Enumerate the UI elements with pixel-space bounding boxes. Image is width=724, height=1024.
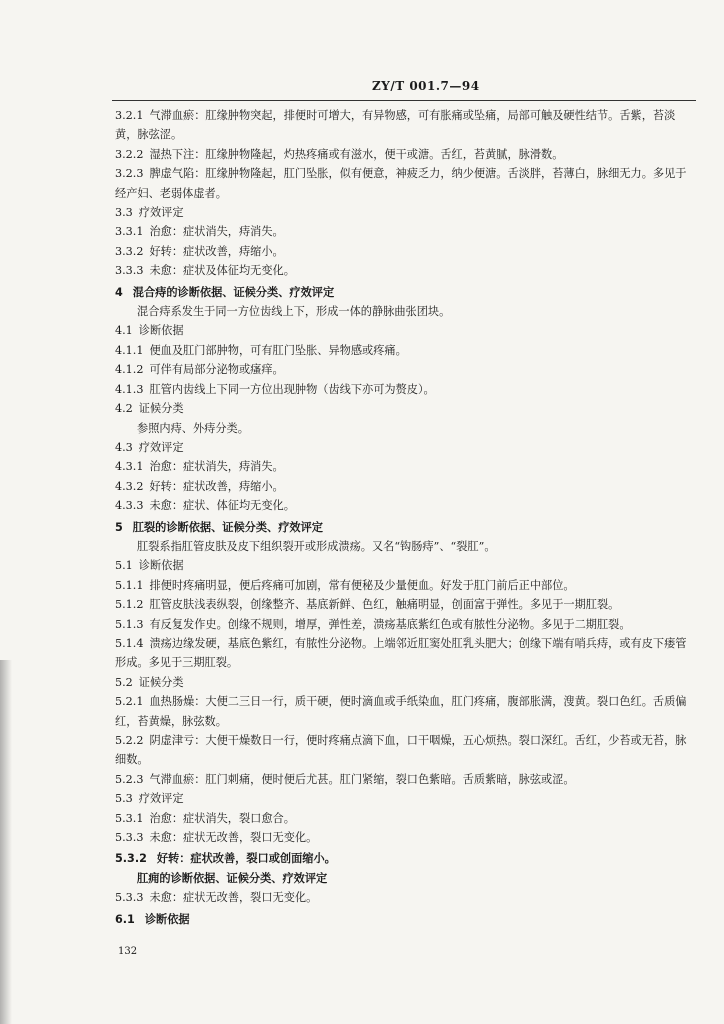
clause-number: 5.3.3 <box>115 831 144 845</box>
clause-text: 气滞血瘀：肛门刺痛，便时便后尤甚。肛门紧缩，裂口色紫暗。舌质紫暗，脉弦或涩。 <box>149 772 575 786</box>
paragraph <box>115 457 695 476</box>
clause-number: 5.1.3 <box>115 617 144 631</box>
clause-text: 疗效评定 <box>138 206 184 220</box>
section-heading <box>115 849 695 868</box>
paragraph <box>115 222 695 241</box>
paragraph <box>115 380 695 399</box>
clause-text: 排便时疼痛明显，便后疼痛可加剧，常有便秘及少量便血。好发于肛门前后正中部位。 <box>149 578 575 592</box>
clause-number: 5.2.2 <box>115 734 144 747</box>
paragraph <box>115 203 695 222</box>
clause-number: 4.3.1 <box>115 460 144 474</box>
page-number: 132 <box>118 946 138 957</box>
paragraph <box>115 809 695 828</box>
clause-number: 4.3.3 <box>115 499 144 513</box>
paragraph <box>115 556 695 575</box>
clause-text: 血热肠燥：大便二三日一行，质干硬，便时滴血或手纸染血，肛门疼痛，腹部胀满，溲黄。裂口色红。舌质偏红，苔黄燥，脉弦数。 <box>115 695 687 728</box>
clause-text: 好转：症状改善，痔缩小。 <box>149 244 284 258</box>
clause-text: 疗效评定 <box>138 440 184 454</box>
clause-text: 疗效评定 <box>138 792 184 806</box>
clause-number: 5.3.3 <box>115 891 144 905</box>
section-heading <box>115 518 695 537</box>
clause-number: 4.2 <box>115 402 133 416</box>
clause-text: 肛管内齿线上下同一方位出现肿物（齿线下亦可为赘皮）。 <box>149 382 435 396</box>
paragraph <box>115 888 695 907</box>
intro-paragraph: 参照内痔、外痔分类。 <box>137 421 249 435</box>
section-number: 4 <box>115 285 123 299</box>
paragraph <box>115 673 695 692</box>
clause-number: 5.1.2 <box>115 598 144 612</box>
clause-text: 未愈：症状无改善，裂口无变化。 <box>149 891 318 905</box>
clause-text: 肛管皮肤浅表纵裂，创缘整齐、基底新鲜、色红，触痛明显，创面富于弹性。多见于一期肛裂。 <box>149 598 620 612</box>
page-header-code: ZY/T 001.7—94 <box>372 79 480 93</box>
clause-text: 溃疡边缘发硬，基底色紫红，有脓性分泌物。上端邻近肛窦处肛乳头肥大；创缘下端有哨兵痔，或有皮下瘘管形成。多见于三期肛裂。 <box>115 636 687 670</box>
paragraph <box>115 106 695 145</box>
scan-binding-shadow <box>0 660 12 1024</box>
clause-text: 诊断依据 <box>138 559 184 573</box>
clause-number: 3.2.1 <box>115 109 144 122</box>
clause-text: 可伴有局部分泌物或瘙痒。 <box>149 363 284 377</box>
document-body <box>115 106 695 929</box>
clause-text: 未愈：症状及体征均无变化。 <box>149 264 295 278</box>
header-rule <box>112 100 696 101</box>
clause-text: 气滞血瘀：肛缘肿物突起，排便时可增大，有异物感，可有胀痛或坠痛，局部可触及硬性结节。舌紫，苔淡黄，脉弦涩。 <box>115 109 676 142</box>
clause-text: 治愈：症状消失，痔消失。 <box>149 225 284 239</box>
section-title: 肛裂的诊断依据、证候分类、疗效评定 <box>132 520 323 534</box>
paragraph <box>115 634 695 673</box>
clause-text: 证候分类 <box>138 675 184 689</box>
paragraph <box>115 576 695 595</box>
clause-text: 好转：症状改善，痔缩小。 <box>149 479 284 493</box>
clause-number: 5.2.1 <box>115 695 144 709</box>
clause-text: 湿热下注：肛缘肿物隆起，灼热疼痛或有滋水，便干或溏。舌红，苔黄腻，脉滑数。 <box>149 147 564 161</box>
subsection-heading <box>115 910 695 929</box>
paragraph <box>115 341 695 360</box>
paragraph <box>115 399 695 418</box>
clause-number: 3.3.1 <box>115 225 144 239</box>
paragraph <box>115 789 695 808</box>
clause-text: 证候分类 <box>138 402 184 416</box>
section-number: 5.3.2 <box>115 852 147 866</box>
paragraph <box>115 145 695 164</box>
clause-number: 5.2 <box>115 675 133 689</box>
clause-number: 4.3 <box>115 440 133 454</box>
clause-number: 4.1.2 <box>115 363 144 377</box>
clause-number: 5.1.1 <box>115 578 144 592</box>
clause-text: 未愈：症状无改善，裂口无变化。 <box>149 831 318 845</box>
paragraph <box>115 242 695 261</box>
paragraph <box>115 261 695 280</box>
section-title: 混合痔的诊断依据、证候分类、疗效评定 <box>132 285 335 299</box>
clause-number: 3.2.2 <box>115 147 144 161</box>
clause-number: 4.1.3 <box>115 382 144 396</box>
paragraph <box>115 477 695 496</box>
intro-paragraph: 肛痈的诊断依据、证候分类、疗效评定 <box>137 870 328 885</box>
paragraph <box>115 615 695 634</box>
clause-number: 4.1.1 <box>115 343 144 357</box>
paragraph <box>115 321 695 340</box>
clause-text: 未愈：症状、体征均无变化。 <box>149 499 295 513</box>
clause-number: 3.2.3 <box>115 167 144 181</box>
paragraph <box>115 496 695 515</box>
clause-text: 治愈：症状消失，裂口愈合。 <box>149 811 295 825</box>
clause-number: 3.3 <box>115 206 133 220</box>
clause-number: 5.2.3 <box>115 772 144 786</box>
section-title: 好转：症状改善，裂口或创面缩小。 <box>156 852 336 866</box>
paragraph <box>115 731 695 770</box>
clause-text: 便血及肛门部肿物，可有肛门坠胀、异物感或疼痛。 <box>149 343 407 357</box>
section-title: 诊断依据 <box>144 912 190 926</box>
clause-number: 4.1 <box>115 324 133 338</box>
clause-number: 3.3.2 <box>115 244 144 258</box>
clause-number: 5.1 <box>115 559 133 573</box>
clause-text: 有反复发作史。创缘不规则，增厚，弹性差，溃疡基底紫红色或有脓性分泌物。多见于二期肛裂。 <box>149 617 631 631</box>
clause-number: 5.3 <box>115 792 133 806</box>
clause-text: 阴虚津亏：大便干燥数日一行，便时疼痛点滴下血，口干咽燥，五心烦热。裂口深红。舌红，少苔或无苔，脉细数。 <box>115 734 687 767</box>
clause-number: 5.1.4 <box>115 636 144 650</box>
clause-number: 4.3.2 <box>115 479 144 493</box>
section-number: 6.1 <box>115 912 135 926</box>
section-number: 5 <box>115 520 123 534</box>
clause-number: 3.3.3 <box>115 264 144 278</box>
paragraph <box>115 692 695 731</box>
clause-text: 脾虚气陷：肛缘肿物隆起，肛门坠胀，似有便意，神疲乏力，纳少便溏。舌淡胖，苔薄白，脉细无力。多见于经产妇、老弱体虚者。 <box>115 167 687 200</box>
clause-text: 治愈：症状消失，痔消失。 <box>149 460 284 474</box>
paragraph <box>115 828 695 847</box>
paragraph <box>115 438 695 457</box>
intro-paragraph: 混合痔系发生于同一方位齿线上下，形成一体的静脉曲张团块。 <box>137 305 451 319</box>
paragraph <box>115 360 695 379</box>
section-heading <box>115 283 695 302</box>
paragraph <box>115 770 695 789</box>
intro-paragraph: 肛裂系指肛管皮肤及皮下组织裂开或形成溃疡。又名“钩肠痔”、“裂肛”。 <box>137 539 496 553</box>
paragraph <box>115 595 695 614</box>
clause-number: 5.3.1 <box>115 811 144 825</box>
clause-text: 诊断依据 <box>138 324 184 338</box>
paragraph <box>115 164 695 203</box>
